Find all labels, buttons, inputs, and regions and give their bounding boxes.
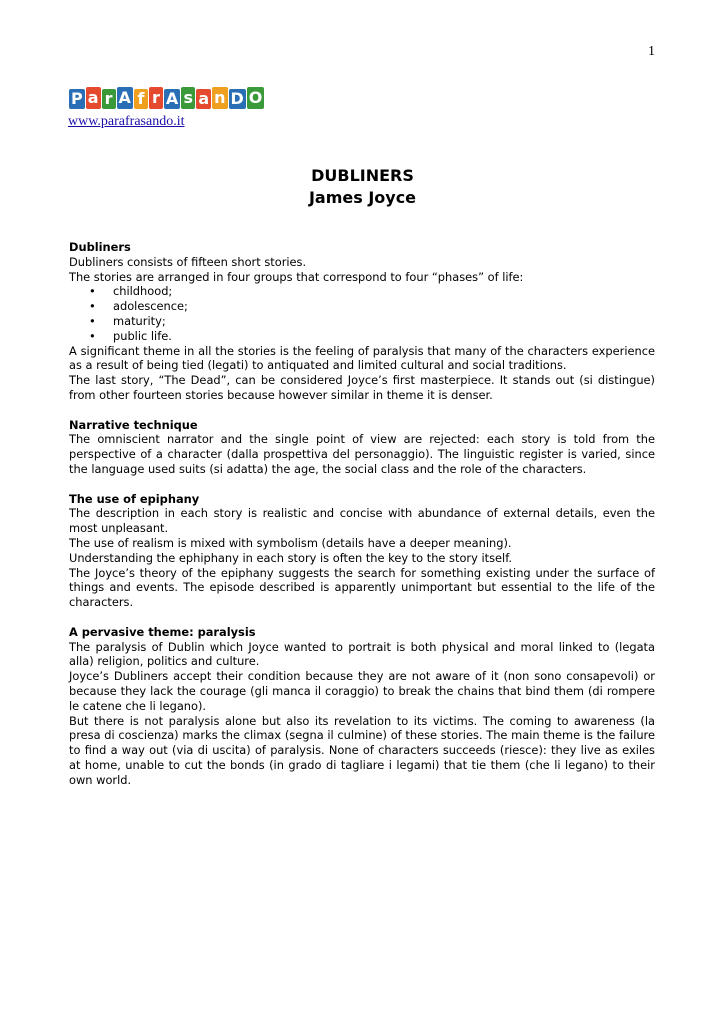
- logo-letter-tile: D: [230, 89, 244, 108]
- logo-letter-tile: P: [71, 89, 83, 108]
- section-epiphany: [69, 492, 655, 610]
- logo-letter-tile: n: [214, 88, 226, 107]
- logo-letter-tile: A: [165, 89, 179, 108]
- paragraph: The last story, “The Dead”, can be considered Joyce’s first masterpiece. It stands out (si distingue) from other fourteen stories because however similar in theme it is denser.: [69, 373, 655, 402]
- section-heading: Narrative technique: [69, 417, 198, 432]
- logo-letter-tile: a: [87, 88, 99, 107]
- section-heading: The use of epiphany: [69, 491, 200, 506]
- paragraph: Understanding the ephiphany in each story is often the key to the story itself.: [69, 550, 513, 565]
- paragraph: Joyce’s Dubliners accept their condition because they are not aware of it (non sono consapevoli) or because they lack the courage (gli manca il coraggio) to break the chains that bind them (di rompere le catene che li legano).: [69, 669, 655, 713]
- list-item: • adolescence;: [89, 299, 655, 314]
- document-author: James Joyce: [308, 188, 417, 207]
- list-item: • public life.: [89, 329, 655, 344]
- logo-letter-tile: A: [118, 88, 131, 107]
- list-item: • childhood;: [89, 284, 655, 299]
- logo-letter-tile: a: [198, 89, 210, 108]
- paragraph: Dubliners consists of fifteen short stories.: [69, 254, 307, 269]
- logo-letter-tile: r: [149, 87, 163, 109]
- document-body: [69, 240, 655, 802]
- paragraph: The paralysis of Dublin which Joyce wanted to portrait is both physical and moral linked to (legata alla) religion, politics and culture.: [69, 639, 655, 669]
- logo-letter-tile: r: [102, 89, 116, 109]
- section-dubliners: [69, 240, 655, 403]
- paragraph: A significant theme in all the stories is the feeling of paralysis that many of the characters experience as a result of being tied (legati) to antiquated and limited cultural and social traditions.: [69, 343, 655, 373]
- logo-letter-tile: f: [134, 89, 148, 109]
- section-heading: A pervasive theme: paralysis: [69, 624, 256, 639]
- parafrasando-logo: [69, 87, 264, 109]
- paragraph: But there is not paralysis alone but also its revelation to its victims. The coming to awareness (la presa di coscienza) marks the climax (segna il culmine) of these stories. The main theme is the failure to find a way out (via di uscita) of paralysis. None of characters succeeds (riesce): they live as exiles at home, unable to cut the bonds (in grado di tagliare i legami) that tie them (che li legano) to their own world.: [69, 713, 655, 787]
- logo-letter-tile: s: [181, 87, 195, 109]
- document-title: DUBLINERS: [311, 166, 414, 185]
- site-link[interactable]: www.parafrasando.it: [68, 114, 185, 129]
- logo-letter-tile: O: [248, 88, 263, 107]
- section-heading: Dubliners: [69, 240, 131, 254]
- title-block: [0, 165, 725, 209]
- paragraph: The stories are arranged in four groups that correspond to four “phases” of life:: [69, 269, 524, 284]
- paragraph: The omniscient narrator and the single point of view are rejected: each story is told from the perspective of a character (dalla prospettiva del personaggio). The linguistic register is varied, since the language used suits (si adatta) the age, the social class and the role of the characters.: [69, 432, 655, 476]
- page-number: 1: [648, 44, 655, 59]
- section-paralysis: [69, 625, 655, 788]
- paragraph: The description in each story is realistic and concise with abundance of external details, even the most unpleasant.: [69, 506, 655, 536]
- paragraph: The use of realism is mixed with symbolism (details have a deeper meaning).: [69, 535, 512, 550]
- list-item: • maturity;: [89, 314, 655, 329]
- section-narrative-technique: [69, 418, 655, 477]
- paragraph: The Joyce’s theory of the epiphany suggests the search for something existing under the surface of things and events. The episode described is apparently unimportant but essential to the life of the characters.: [69, 565, 655, 610]
- phases-list: [69, 284, 655, 343]
